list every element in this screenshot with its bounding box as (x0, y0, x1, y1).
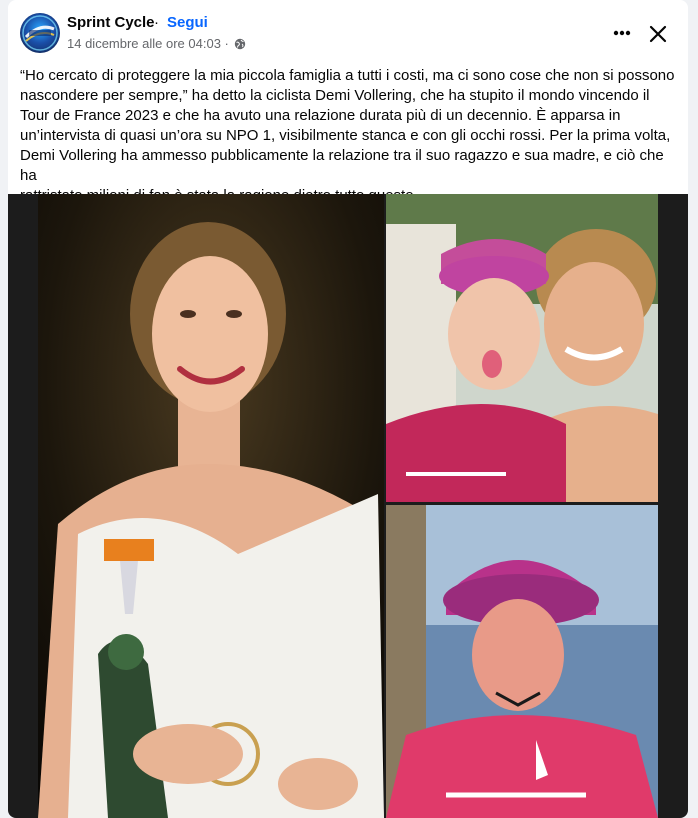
post-timestamp[interactable]: 14 dicembre alle ore 04:03 · (67, 36, 229, 51)
header-separator: · (154, 14, 159, 31)
globe-icon (234, 38, 246, 50)
post-caption: “Ho cercato di proteggere la mia piccola famiglia a tutti i costi, ma ci sono cose che non si possono nascondere per sempre,” ha detto la ciclista Demi Vollering, che ha stupito il mondo vincendo il Tour de France 2023 e che ha avuto una relazione durata più di un decennio. È apparsa in un’intervista di quasi un’ora su NPO 1, visibilmente stanca e con gli occhi rossi. Per la prima volta, Demi Vollering ha ammesso pubblicamente la relazione tra il suo ragazzo e sua madre, e ciò che ha (20, 67, 675, 184)
post-header (8, 0, 688, 62)
post-photo-collage[interactable] (8, 194, 688, 818)
follow-button[interactable]: Segui (167, 14, 208, 31)
page-name-link[interactable]: Sprint Cycle (67, 14, 155, 31)
sprint-cycle-logo (20, 13, 60, 53)
photo-couple-selfie[interactable] (386, 194, 658, 502)
page-avatar[interactable] (20, 13, 60, 53)
close-icon[interactable] (644, 20, 672, 48)
photo-race-helmet[interactable] (386, 505, 658, 818)
photo-award-ceremony[interactable] (38, 194, 384, 818)
more-options-icon[interactable] (608, 20, 636, 44)
post-card (8, 0, 688, 818)
